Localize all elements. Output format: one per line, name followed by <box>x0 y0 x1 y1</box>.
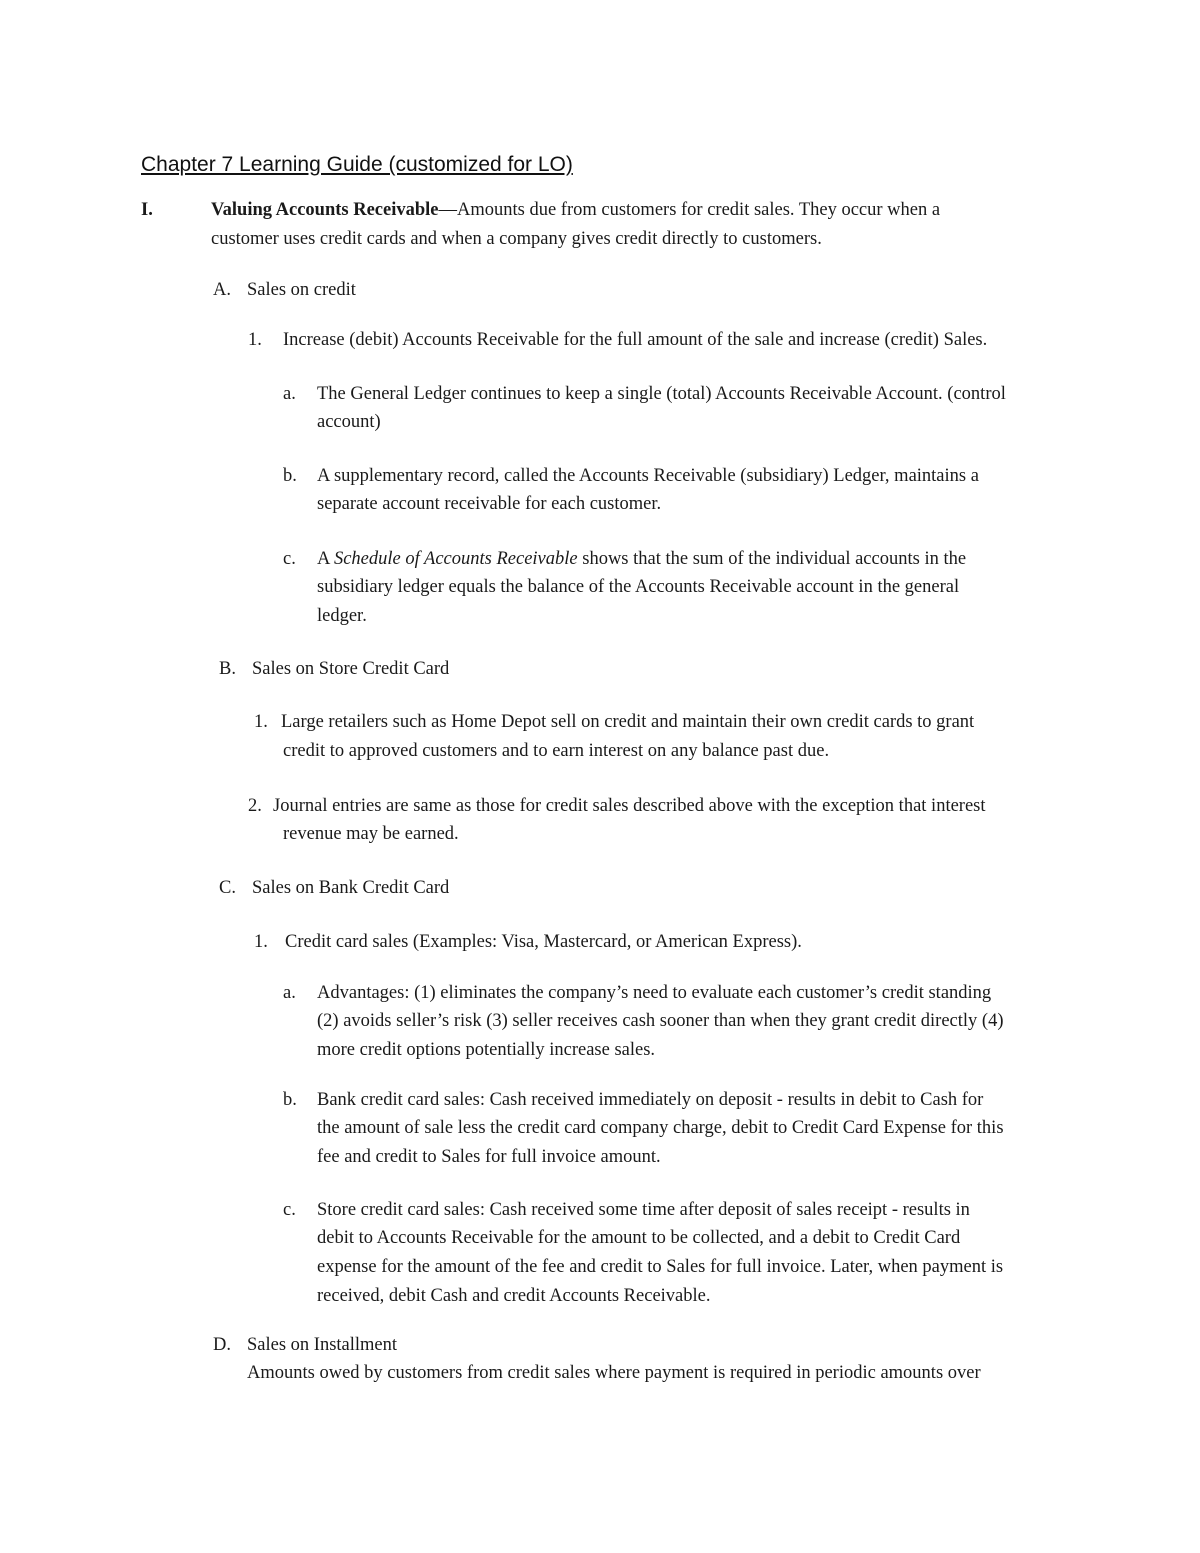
section-definition: —Amounts due from customers for credit sales. They occur when a <box>438 200 941 220</box>
subsection-heading: Sales on Store Credit Card <box>252 659 450 679</box>
list-item: Journal entries are same as those for credit sales described above with the exception that interest <box>273 796 986 816</box>
list-item-continued: ledger. <box>317 606 367 626</box>
list-marker: 2. <box>248 796 262 816</box>
list-item-continued: revenue may be earned. <box>283 824 459 844</box>
list-item-continued: the amount of sale less the credit card company charge, debit to Credit Card Expense for this <box>317 1118 1004 1138</box>
list-marker: 1. <box>248 330 262 350</box>
list-item-continued: subsidiary ledger equals the balance of the Accounts Receivable account in the general <box>317 577 960 597</box>
list-item <box>317 545 966 574</box>
list-item-continued: account) <box>317 412 381 432</box>
subsection-heading: Sales on Bank Credit Card <box>252 878 450 898</box>
list-item: Bank credit card sales: Cash received immediately on deposit - results in debit to Cash for <box>317 1090 984 1110</box>
subsection-body: Amounts owed by customers from credit sales where payment is required in periodic amounts over <box>247 1363 981 1383</box>
list-marker: b. <box>283 1090 297 1110</box>
list-marker: c. <box>283 1200 296 1220</box>
list-marker: 1. <box>254 712 268 732</box>
list-item-continued: fee and credit to Sales for full invoice amount. <box>317 1147 661 1167</box>
list-item-continued: more credit options potentially increase sales. <box>317 1040 656 1060</box>
list-marker: b. <box>283 466 297 486</box>
list-item-continued: separate account receivable for each customer. <box>317 494 662 514</box>
section-term: Valuing Accounts Receivable <box>211 200 439 220</box>
subsection-marker: D. <box>213 1335 231 1355</box>
list-item: Store credit card sales: Cash received some time after deposit of sales receipt - results in <box>317 1200 970 1220</box>
section-marker: I. <box>141 200 153 220</box>
list-item-continued: debit to Accounts Receivable for the amount to be collected, and a debit to Credit Card <box>317 1228 961 1248</box>
list-marker: 1. <box>254 932 268 952</box>
subsection-heading: Sales on Installment <box>247 1335 398 1355</box>
subsection-marker: C. <box>219 878 236 898</box>
list-item-continued: received, debit Cash and credit Accounts Receivable. <box>317 1286 711 1306</box>
list-marker: a. <box>283 983 296 1003</box>
list-item: Advantages: (1) eliminates the company’s need to evaluate each customer’s credit standing <box>317 983 992 1003</box>
list-item-continued: (2) avoids seller’s risk (3) seller receives cash sooner than when they grant credit directly (4) <box>317 1011 1004 1031</box>
list-item: Large retailers such as Home Depot sell on credit and maintain their own credit cards to grant <box>281 712 975 732</box>
section-intro-line-2: customer uses credit cards and when a company gives credit directly to customers. <box>211 229 822 249</box>
list-item: Increase (debit) Accounts Receivable for the full amount of the sale and increase (credit) Sales. <box>283 330 988 350</box>
subsection-marker: A. <box>213 280 231 300</box>
list-marker: a. <box>283 384 296 404</box>
page-title: Chapter 7 Learning Guide (customized for LO) <box>141 153 573 176</box>
list-marker: c. <box>283 549 296 569</box>
list-item-continued: credit to approved customers and to earn interest on any balance past due. <box>283 741 830 761</box>
schedule-term: Schedule of Accounts Receivable <box>333 549 578 569</box>
list-item: Credit card sales (Examples: Visa, Mastercard, or American Express). <box>285 932 802 952</box>
text-span: A <box>317 549 334 569</box>
list-item: The General Ledger continues to keep a single (total) Accounts Receivable Account. (control <box>317 384 1006 404</box>
list-item: A supplementary record, called the Accounts Receivable (subsidiary) Ledger, maintains a <box>317 466 979 486</box>
section-intro-line <box>211 196 940 225</box>
text-span: shows that the sum of the individual accounts in the <box>577 549 967 569</box>
list-item-continued: expense for the amount of the fee and credit to Sales for full invoice. Later, when payment is <box>317 1257 1004 1277</box>
subsection-heading: Sales on credit <box>247 280 356 300</box>
subsection-marker: B. <box>219 659 236 679</box>
